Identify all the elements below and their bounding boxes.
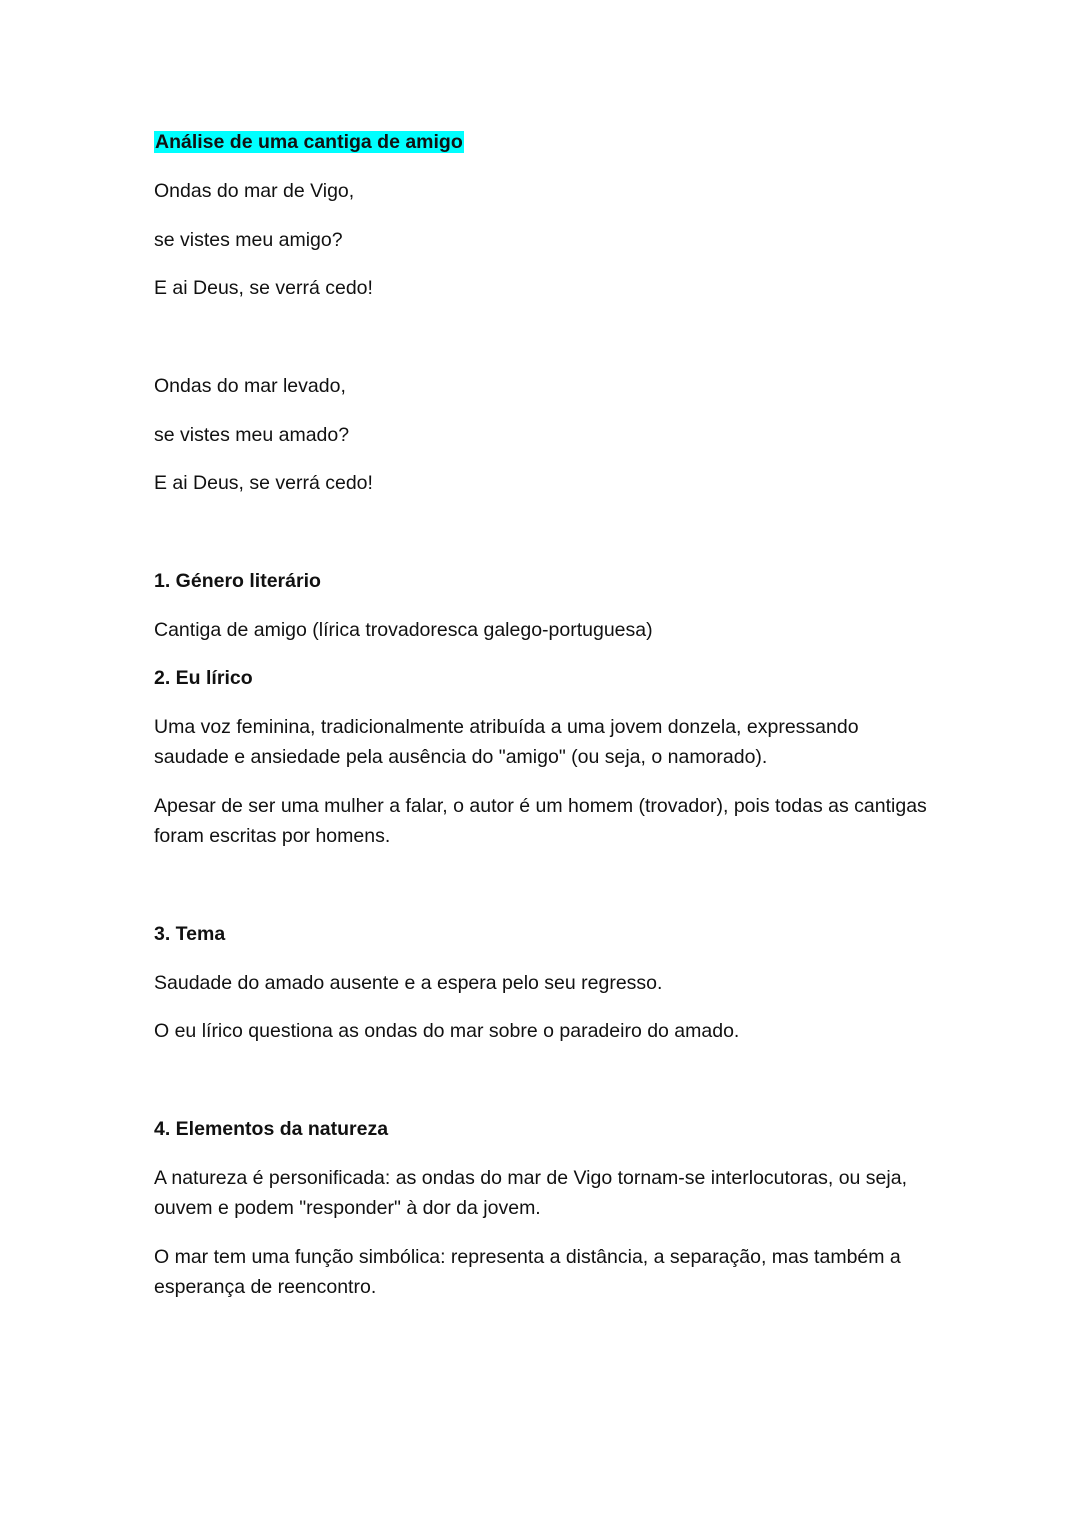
- section-heading: 4. Elementos da natureza: [154, 1118, 389, 1140]
- poem-line: E ai Deus, se verrá cedo!: [154, 472, 373, 494]
- poem-line: Ondas do mar levado,: [154, 375, 346, 397]
- section-paragraph: Cantiga de amigo (lírica trovadoresca galego-portuguesa): [154, 619, 653, 641]
- poem-line: se vistes meu amigo?: [154, 229, 343, 251]
- section-heading: 2. Eu lírico: [154, 667, 253, 689]
- poem-line: E ai Deus, se verrá cedo!: [154, 277, 373, 299]
- section-paragraph: Apesar de ser uma mulher a falar, o autor é um homem (trovador), pois todas as cantigas foram escritas por homens.: [154, 795, 927, 847]
- document-title: [154, 127, 464, 157]
- poem-line: Ondas do mar de Vigo,: [154, 180, 355, 202]
- poem-line: se vistes meu amado?: [154, 424, 350, 446]
- section-paragraph: A natureza é personificada: as ondas do mar de Vigo tornam-se interlocutoras, ou seja, ouvem e podem "responder" à dor da jovem.: [154, 1167, 907, 1219]
- section-heading: 3. Tema: [154, 923, 226, 945]
- title-highlight: Análise de uma cantiga de amigo: [155, 131, 463, 153]
- section-paragraph: Uma voz feminina, tradicionalmente atribuída a uma jovem donzela, expressando saudade e ansiedade pela ausência do "amigo" (ou seja, o namorado).: [154, 716, 859, 768]
- section-paragraph: O mar tem uma função simbólica: representa a distância, a separação, mas também a esperança de reencontro.: [154, 1246, 901, 1298]
- section-paragraph: Saudade do amado ausente e a espera pelo seu regresso.: [154, 972, 663, 994]
- section-heading: 1. Género literário: [154, 570, 321, 592]
- section-paragraph: O eu lírico questiona as ondas do mar sobre o paradeiro do amado.: [154, 1020, 740, 1042]
